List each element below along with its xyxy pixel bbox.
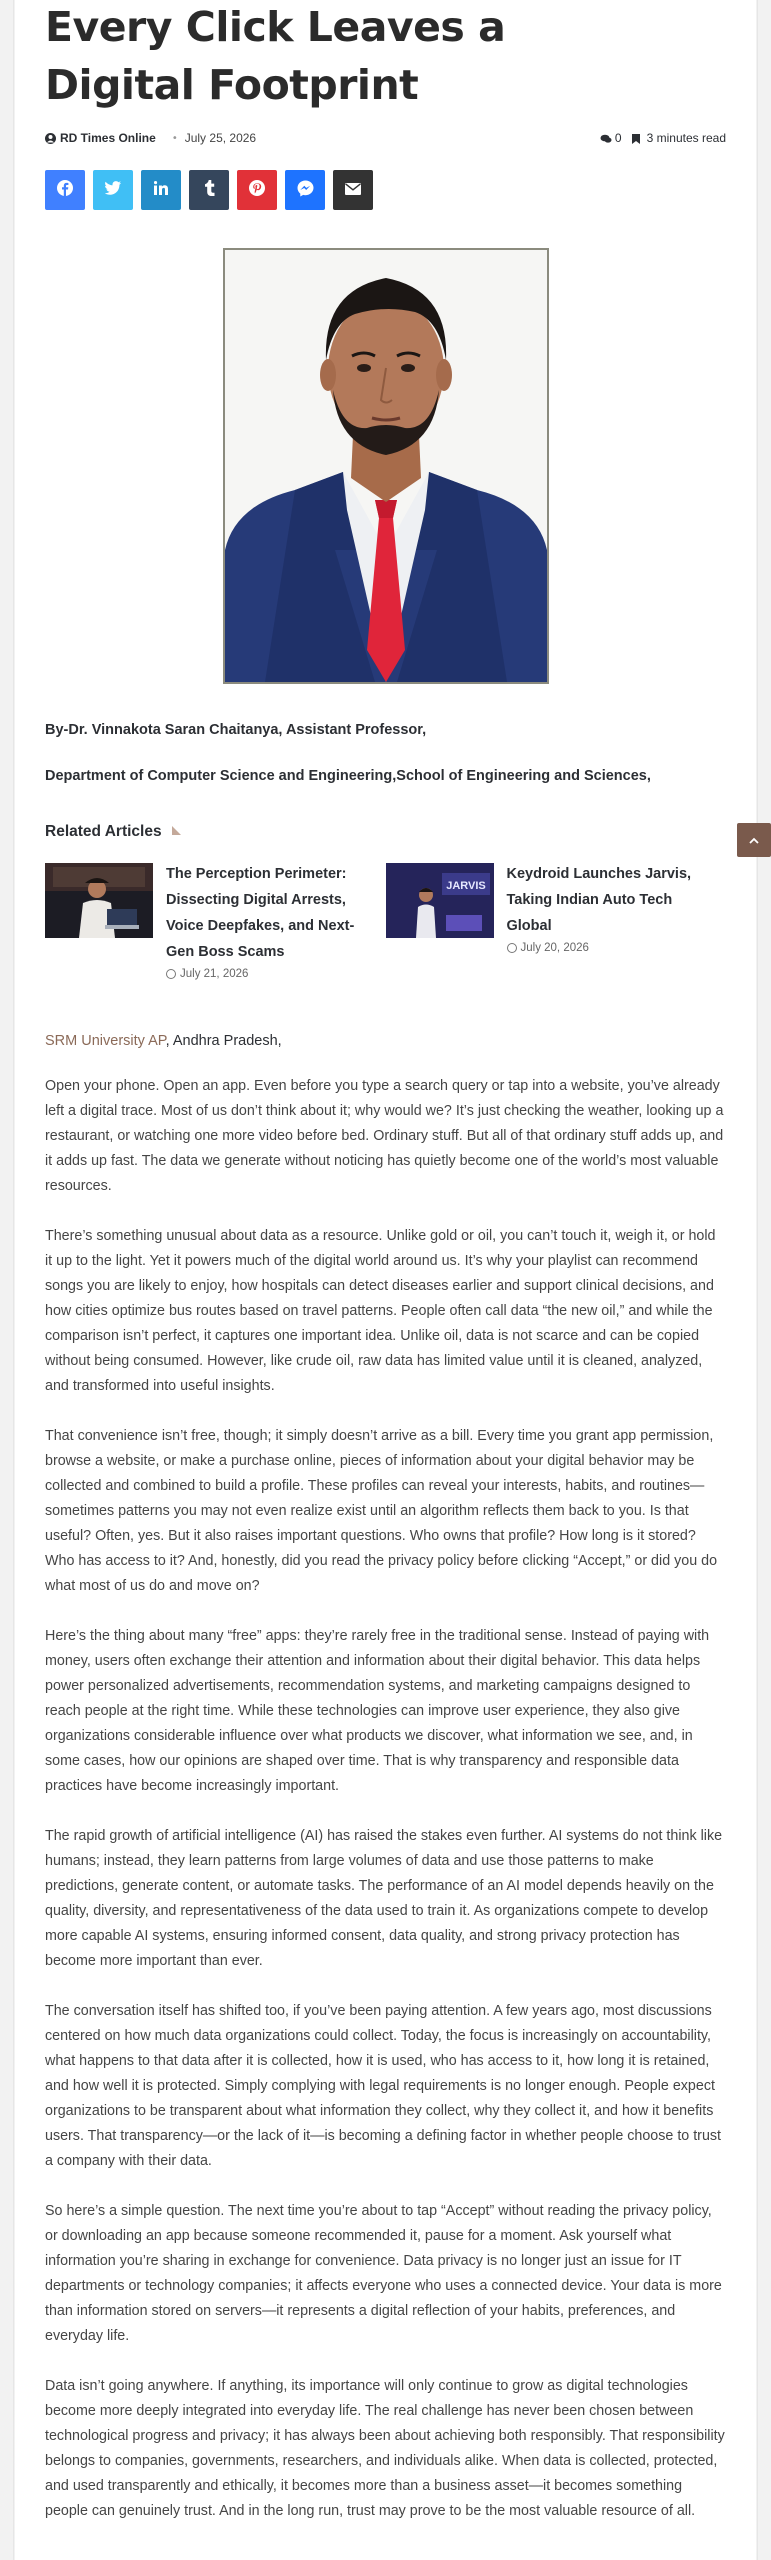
related-article-2[interactable] — [386, 863, 727, 980]
body-paragraph: That convenience isn’t free, though; it simply doesn’t arrive as a bill. Every time you grant app permission, browse a website, or make a purchase online, pieces of information about your digital behavior may be collected and combined to build a profile. These profiles can reveal your interests, habits, and routines—sometimes patterns you may not even realize exist until an algorithm reflects them back to you. Is that useful? Often, yes. But it also raises important questions. Who owns that profile? How long is it stored? Who has access to it? And, honestly, did you read the privacy policy before clicking “Accept,” or did you do what most of us do and move on? — [45, 1428, 718, 1594]
author-portrait — [223, 248, 549, 684]
related-article-2-text — [507, 863, 707, 980]
related-article-2-meta — [507, 942, 707, 954]
related-article-2-date: July 20, 2026 — [520, 942, 589, 954]
share-facebook-button[interactable] — [45, 170, 85, 210]
body-paragraph: The conversation itself has shifted too, if you’ve been paying attention. A few years ago, most discussions centered on how much data organizations could collect. Today, the focus is increasingly on accountability, what happens to that data after it is collected, how it is used, who has access to it, how long it is retained, and how well it is protected. Simply complying with legal requirements is no longer enough. People expect organizations to be transparent about what information they collect, why they collect it, and how it benefits users. That transparency—or the lack of it—is becoming a defining factor in whether people choose to trust a company with their data. — [45, 2003, 722, 2169]
twitter-icon — [105, 181, 121, 199]
share-tumblr-button[interactable] — [189, 170, 229, 210]
corner-triangle-icon — [170, 823, 182, 841]
share-pinterest-button[interactable] — [237, 170, 277, 210]
university-location: , Andhra Pradesh, — [165, 1033, 282, 1049]
author-department: Department of Computer Science and Engineering,School of Engineering and Sciences, — [45, 768, 651, 784]
author-link[interactable]: RD Times Online — [60, 131, 156, 145]
related-article-1-thumbnail[interactable] — [45, 863, 153, 938]
related-articles-title: Related Articles — [45, 823, 162, 840]
clock-icon — [166, 969, 176, 979]
right-gutter — [757, 0, 771, 2560]
share-messenger-button[interactable] — [285, 170, 325, 210]
share-email-button[interactable] — [333, 170, 373, 210]
featured-image-wrapper — [45, 248, 726, 684]
related-article-1[interactable] — [45, 863, 386, 980]
bookmark-icon — [632, 133, 643, 143]
messenger-icon — [297, 180, 314, 201]
body-paragraph: There’s something unusual about data as a resource. Unlike gold or oil, you can’t touch it, weigh it, or hold it up to the light. Yet it powers much of the digital world around us. It’s why your playlist can recommend songs you are likely to enjoy, how hospitals can detect diseases earlier and support clinical decisions, and how cities optimize bus routes based on travel patterns. People often call data “the new oil,” and while the comparison isn’t perfect, it captures one important idea. Unlike oil, data is not scarce and can be copied without being consumed. However, like crude oil, raw data has limited value until it is cleaned, analyzed, and transformed into useful insights. — [45, 1228, 716, 1394]
body-paragraph: So here’s a simple question. The next time you’re about to tap “Accept” without reading the privacy policy, or downloading an app because someone recommended it, pause for a moment. Ask yourself what information you’re sharing in exchange for convenience. Data privacy is no longer just an issue for IT departments or technology companies; it affects everyone who uses a connected device. Your data is more than information stored on servers—it represents a digital reflection of your habits, preferences, and everyday life. — [45, 2203, 722, 2344]
body-paragraph: Open your phone. Open an app. Even before you type a search query or tap into a website, you’ve already left a digital trace. Most of us don’t think about it; why would we? It’s just checking the weather, looking up a restaurant, or watching one more video before bed. Ordinary stuff. But all of that ordinary stuff adds up, and it adds up fast. The data we generate without noticing has quietly become one of the world’s most valuable resources. — [45, 1078, 724, 1194]
body-paragraph: Data isn’t going anywhere. If anything, its importance will only continue to grow as digital technologies become more deeply integrated into everyday life. The real challenge has never been chosen between technological progress and privacy; it has always been about achieving both responsibly. That responsibility belongs to companies, governments, researchers, and individuals alike. When data is collected, protected, and used transparently and ethically, it becomes more than a business asset—it becomes something people can genuinely trust. And in the long run, trust may prove to be the most valuable resource of all. — [45, 2378, 725, 2519]
post-date: July 25, 2026 — [184, 131, 257, 145]
svg-text:JARVIS: JARVIS — [445, 880, 486, 892]
pinterest-icon — [249, 180, 265, 200]
meta-separator: • — [171, 132, 178, 144]
user-icon — [45, 133, 56, 144]
share-linkedin-button[interactable] — [141, 170, 181, 210]
related-article-1-text — [166, 863, 366, 980]
left-gutter — [0, 0, 14, 2560]
linkedin-icon — [154, 181, 168, 199]
body-paragraph: Here’s the thing about many “free” apps: they’re rarely free in the traditional sense. Instead of paying with money, users often exchange their attention and information about their digital behavior. This data helps power personalized advertisements, recommendation systems, and marketing campaigns designed to reach people at the right time. While these technologies can improve user experience, they also give organizations considerable influence over what products we discover, what information we see, and, in some cases, how our opinions are shaped over time. That is why transparency and responsible data practices have become increasingly important. — [45, 1628, 710, 1794]
article-container — [15, 0, 756, 2560]
scroll-to-top-button[interactable] — [737, 823, 771, 857]
facebook-icon — [56, 179, 74, 201]
university-line — [45, 1033, 726, 1049]
related-articles-list — [45, 863, 726, 980]
post-meta — [45, 126, 726, 150]
body-paragraph: The rapid growth of artificial intelligence (AI) has raised the stakes even further. AI systems do not think like humans; instead, they learn patterns from large volumes of data and use those patterns to make predictions, generate content, or automate tasks. The performance of an AI model depends heavily on the quality, diversity, and representativeness of the data used to train it. As organizations compete to develop more capable AI systems, ensuring informed consent, data quality, and strong privacy protection has become more important than ever. — [45, 1828, 723, 1969]
read-time: 3 minutes read — [646, 131, 726, 145]
related-article-2-title[interactable]: Keydroid Launches Jarvis, Taking Indian Auto Tech Global — [506, 866, 692, 934]
chevron-up-icon — [749, 833, 759, 847]
meta-right — [600, 131, 726, 145]
share-twitter-button[interactable] — [93, 170, 133, 210]
clock-icon — [507, 943, 517, 953]
article-title: Every Click Leaves a Digital Footprint — [45, 3, 506, 109]
email-icon — [345, 182, 361, 199]
related-article-2-thumbnail[interactable] — [386, 863, 494, 938]
comments-icon[interactable] — [600, 133, 611, 143]
related-article-1-meta — [166, 968, 366, 980]
related-article-1-date: July 21, 2026 — [180, 968, 249, 980]
tumblr-icon — [204, 180, 215, 200]
share-buttons — [45, 170, 726, 210]
article-body — [45, 1074, 726, 2524]
related-article-1-title[interactable]: The Perception Perimeter: Dissecting Digital Arrests, Voice Deepfakes, and Next-Gen Boss Scams — [166, 866, 355, 960]
university-link[interactable]: SRM University AP — [45, 1033, 166, 1049]
related-articles-heading — [45, 823, 726, 841]
comments-count[interactable]: 0 — [614, 131, 622, 145]
author-byline: By-Dr. Vinnakota Saran Chaitanya, Assistant Professor, — [45, 722, 427, 738]
